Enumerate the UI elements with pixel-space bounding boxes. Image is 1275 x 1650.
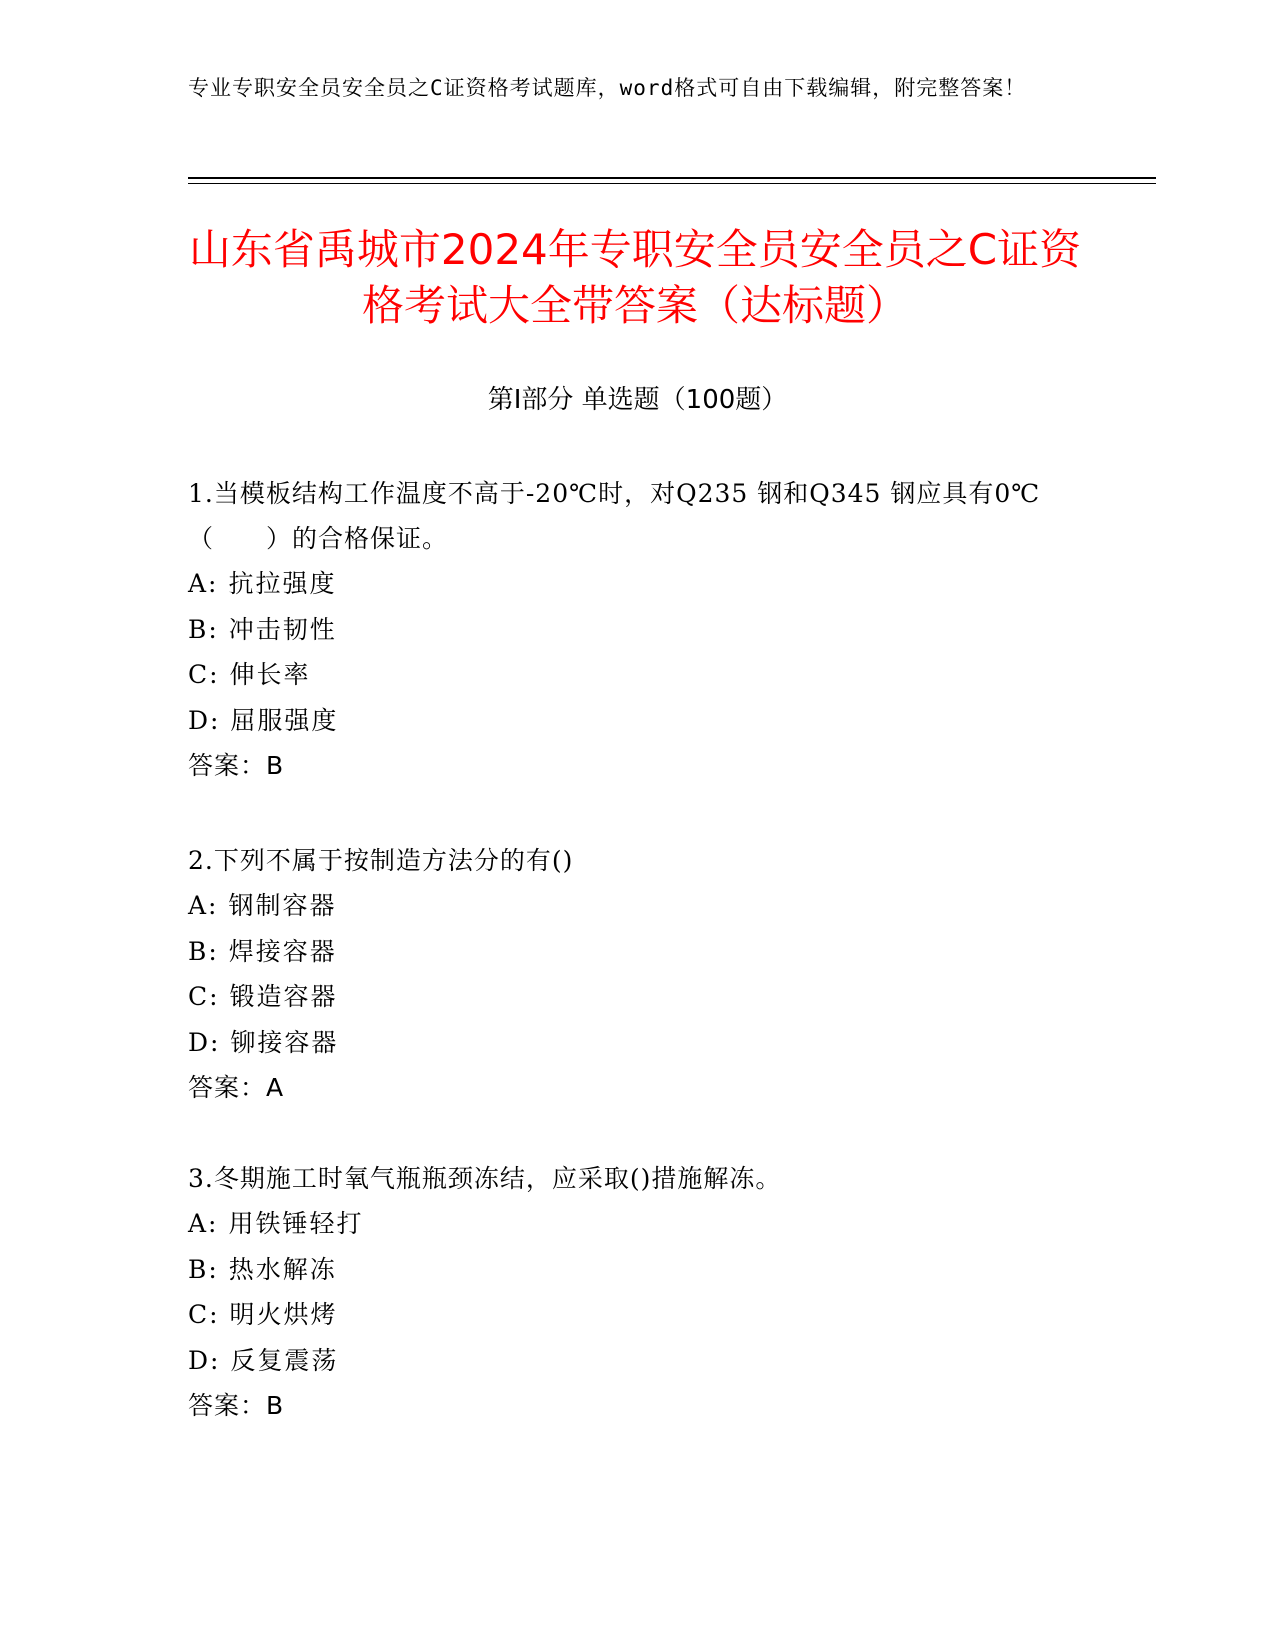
option-text: 铆接容器	[230, 1027, 339, 1057]
option-c	[188, 974, 1068, 1020]
option-text: 钢制容器	[228, 891, 337, 920]
option-text: 明火烘烤	[229, 1300, 338, 1329]
question-stem: 2.下列不属于按制造方法分的有()	[188, 846, 574, 875]
section-title: 第I部分 单选题（100题）	[487, 385, 788, 415]
answer-line: 答案：A	[188, 1073, 285, 1102]
option-text: 锻造容器	[229, 982, 338, 1011]
option-label: A:	[188, 891, 219, 920]
option-d	[188, 1338, 1068, 1384]
option-label: A:	[188, 1209, 219, 1238]
question-1	[188, 471, 1068, 789]
option-label: C:	[188, 1300, 220, 1329]
option-a	[188, 1201, 1068, 1247]
answer-line: 答案：B	[188, 751, 285, 780]
option-label: B:	[188, 936, 219, 966]
option-c	[188, 652, 1068, 698]
header-divider-thick	[188, 177, 1156, 179]
option-label: D:	[188, 1345, 221, 1375]
document-title: 山东省禹城市2024年专职安全员安全员之C证资格考试大全带答案（达标题）	[188, 225, 1082, 330]
answer-line: 答案：B	[188, 1391, 285, 1420]
option-b	[188, 607, 1068, 653]
header-divider-thin	[188, 183, 1156, 184]
option-d	[188, 1020, 1068, 1066]
option-text: 屈服强度	[230, 705, 339, 735]
option-text: 热水解冻	[228, 1254, 337, 1284]
option-label: C:	[188, 660, 220, 689]
option-label: B:	[188, 1254, 219, 1284]
question-3	[188, 1156, 1068, 1429]
header-note: 专业专职安全员安全员之C证资格考试题库，word格式可自由下载编辑，附完整答案！	[188, 76, 1027, 100]
option-a	[188, 561, 1068, 607]
option-text: 伸长率	[229, 660, 311, 689]
option-b	[188, 929, 1068, 975]
question-stem: 3.冬期施工时氧气瓶瓶颈冻结，应采取()措施解冻。	[188, 1164, 782, 1193]
question-2	[188, 838, 1068, 1111]
option-a	[188, 883, 1068, 929]
option-label: D:	[188, 1027, 221, 1057]
option-text: 焊接容器	[228, 936, 337, 966]
option-c	[188, 1292, 1068, 1338]
option-text: 反复震荡	[230, 1345, 339, 1375]
option-d	[188, 698, 1068, 744]
option-label: C:	[188, 982, 220, 1011]
option-text: 抗拉强度	[228, 569, 337, 598]
question-stem: 1.当模板结构工作温度不高于-20℃时，对Q235 钢和Q345 钢应具有0℃（ ）的合格保证。	[188, 479, 1041, 553]
option-label: A:	[188, 569, 219, 598]
option-text: 冲击韧性	[228, 614, 337, 644]
option-label: B:	[188, 614, 219, 644]
option-label: D:	[188, 705, 221, 735]
option-text: 用铁锤轻打	[228, 1209, 364, 1238]
option-b	[188, 1247, 1068, 1293]
